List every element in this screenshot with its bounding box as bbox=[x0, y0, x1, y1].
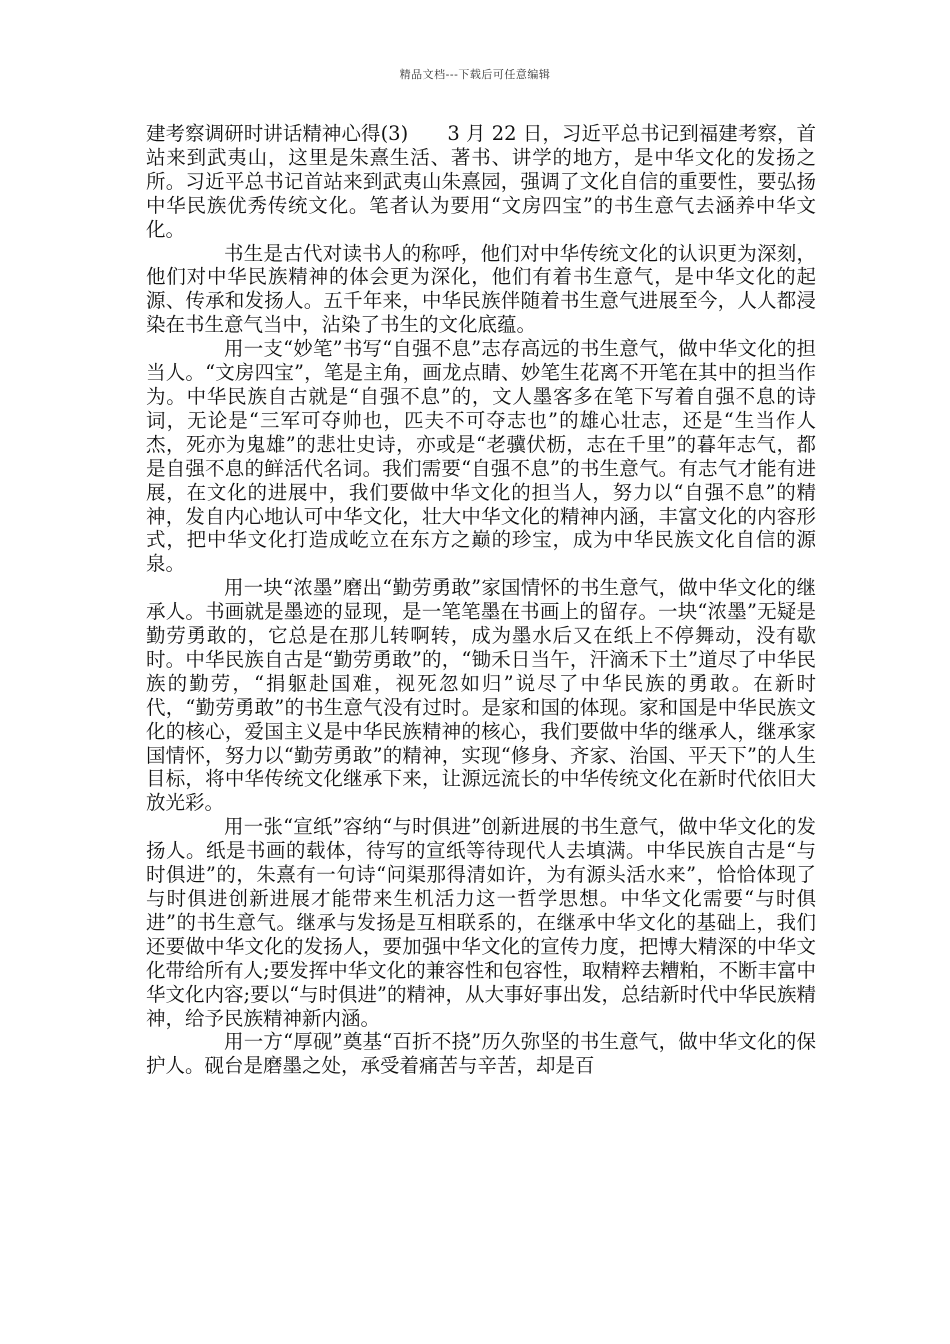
paragraph-scholar: 书生是古代对读书人的称呼，他们对中华传统文化的认识更为深刻，他们对中华民族精神的体会更为深化，他们有着书生意气，是中华文化的起源、传承和发扬人。五千年来，中华民族伴随着书生意气进展至今，人人都浸染在书生意气当中，沾染了书生的文化底蕴。 bbox=[146, 241, 816, 337]
paragraph-intro: 建考察调研时讲话精神心得(3) 3 月 22 日，习近平总书记到福建考察，首站来到武夷山，这里是朱熹生活、著书、讲学的地方，是中华文化的发扬之所。习近平总书记首站来到武夷山朱熹园，强调了文化自信的重要性，要弘扬中华民族优秀传统文化。笔者认为要用“文房四宝”的书生意气去涵养中华文化。 bbox=[146, 122, 816, 241]
paragraph-ink: 用一块“浓墨”磨出“勤劳勇敢”家国情怀的书生意气，做中华文化的继承人。书画就是墨迹的显现，是一笔笔墨在书画上的留存。一块“浓墨”无疑是勤劳勇敢的，它总是在那儿转啊转，成为墨水后又在纸上不停舞动，没有歇时。中华民族自古是“勤劳勇敢”的，“锄禾日当午，汗滴禾下土”道尽了中华民族的勤劳，“捐躯赴国难，视死忽如归”说尽了中华民族的勇敢。在新时代，“勤劳勇敢”的书生意气没有过时。是家和国的体现。家和国是中华民族文化的核心，爱国主义是中华民族精神的核心，我们要做中华的继承人，继承家国情怀，努力以“勤劳勇敢”的精神，实现“修身、齐家、治国、平天下”的人生目标，将中华传统文化继承下来，让源远流长的中华传统文化在新时代依旧大放光彩。 bbox=[146, 576, 816, 815]
page-header: 精品文档---下载后可任意编辑 bbox=[399, 68, 551, 81]
paragraph-brush: 用一支“妙笔”书写“自强不息”志存高远的书生意气，做中华文化的担当人。“文房四宝”，笔是主角，画龙点睛、妙笔生花离不开笔在其中的担当作为。中华民族自古就是“自强不息”的，文人墨客多在笔下写着自强不息的诗词，无论是“三军可夺帅也，匹夫不可夺志也”的雄心壮志，还是“生当作人杰，死亦为鬼雄”的悲壮史诗，亦或是“老骥伏枥，志在千里”的暮年志气，都是自强不息的鲜活代名词。我们需要“自强不息”的书生意气。有志气才能有进展，在文化的进展中，我们要做中华文化的担当人，努力以“自强不息”的精神，发自内心地认可中华文化，壮大中华文化的精神内涵，丰富文化的内容形式，把中华文化打造成屹立在东方之巅的珍宝，成为中华民族文化自信的源泉。 bbox=[146, 337, 816, 576]
paragraph-inkstone: 用一方“厚砚”奠基“百折不挠”历久弥坚的书生意气，做中华文化的保护人。砚台是磨墨之处，承受着痛苦与辛苦，却是百 bbox=[146, 1030, 816, 1078]
document-body bbox=[146, 122, 816, 1078]
paragraph-paper: 用一张“宣纸”容纳“与时俱进”创新进展的书生意气，做中华文化的发扬人。纸是书画的载体，待写的宣纸等待现代人去填满。中华民族自古是“与时俱进”的，朱熹有一句诗“问渠那得清如许，为有源头活水来”，恰恰体现了与时俱进创新进展才能带来生机活力这一哲学思想。中华文化需要“与时俱进”的书生意气。继承与发扬是互相联系的，在继承中华文化的基础上，我们还要做中华文化的发扬人，要加强中华文化的宣传力度，把博大精深的中华文化带给所有人;要发挥中华文化的兼容性和包容性，取精粹去糟粕，不断丰富中华文化内容;要以“与时俱进”的精神，从大事好事出发，总结新时代中华民族精神，给予民族精神新内涵。 bbox=[146, 815, 817, 1030]
